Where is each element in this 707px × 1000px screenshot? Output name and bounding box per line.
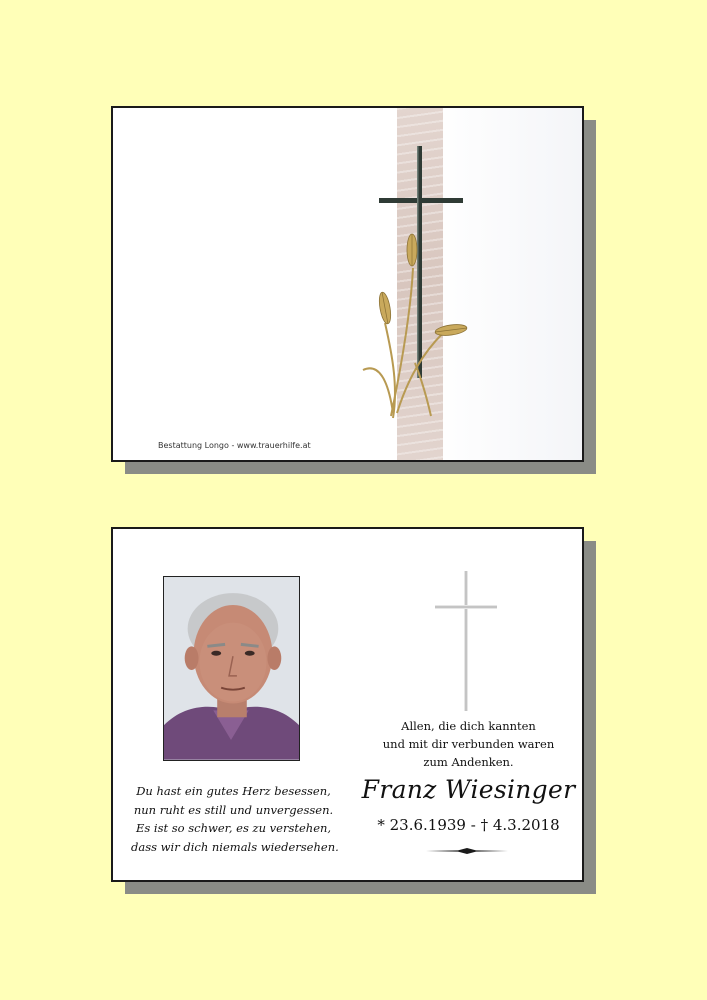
portrait-photo — [163, 576, 300, 761]
tribute-text — [361, 717, 576, 771]
cross-with-wheat-icon — [353, 138, 473, 428]
portrait-image — [164, 577, 299, 760]
poem-line: Es ist so schwer, es zu verstehen, — [135, 821, 332, 835]
card-front — [111, 106, 584, 462]
memorial-poem — [131, 782, 339, 856]
tribute-line: und mit dir verbunden waren — [382, 737, 555, 751]
poem-line: nun ruht es still und unvergessen. — [133, 802, 334, 817]
ornament-divider-icon — [426, 847, 508, 855]
funeral-home-credit: Bestattung Longo - www.trauerhilfe.at — [158, 441, 311, 450]
poem-line: dass wir dich niemals wiedersehen. — [131, 839, 339, 854]
life-dates: * 23.6.1939 - † 4.3.2018 — [377, 816, 560, 834]
card-inside — [111, 527, 584, 882]
thin-cross-icon — [435, 571, 497, 711]
poem-line: Du hast ein gutes Herz besessen, — [136, 784, 331, 798]
tribute-line: zum Andenken. — [423, 755, 514, 769]
tribute-line: Allen, die dich kannten — [401, 719, 536, 733]
deceased-name: Franz Wiesinger — [361, 775, 576, 804]
